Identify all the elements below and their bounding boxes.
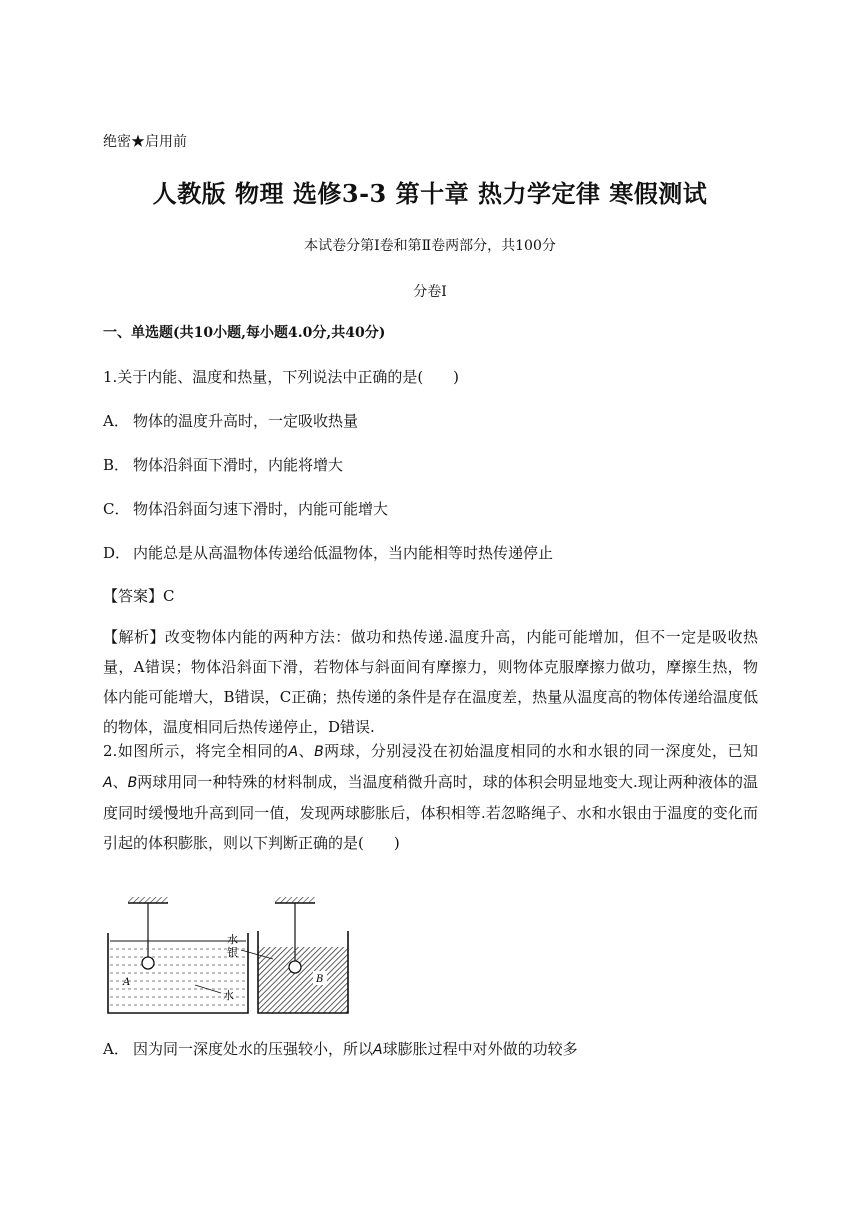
part-label: 分卷I <box>413 284 447 300</box>
option-text: 内能总是从高温物体传递给低温物体，当内能相等时热传递停止 <box>133 544 554 562</box>
q2-stem-text: 、 <box>112 773 128 791</box>
option-letter: A． <box>103 1040 129 1058</box>
ball-b <box>289 961 301 973</box>
q2-stem-text: 2.如图所示，将完全相同的 <box>103 742 289 760</box>
q1-analysis: 【解析】改变物体内能的两种方法：做功和热传递.温度升高，内能可能增加，但不一定是吸收热量，A错误；物体沿斜面下滑，若物体与斜面间有摩擦力，则物体克服摩擦力做功，摩擦生热，物体内能可能增大，B错误，C正确；热传递的条件是存在温度差，热量从温度高的物体传递给温度低的物体，温度相同后热传递停止，D错误. <box>103 628 758 736</box>
q1-answer: 【答案】C <box>103 587 175 605</box>
exam-subtitle: 本试卷分第Ⅰ卷和第Ⅱ卷两部分，共100分 <box>304 238 556 254</box>
option-text: 物体的温度升高时，一定吸收热量 <box>133 412 359 430</box>
fig-label-mercury-1: 水 <box>227 933 238 946</box>
ball-b-label: B <box>314 744 324 760</box>
mercury-container <box>227 897 348 1013</box>
q2-stem-text: 两球，分别浸没在初始温度相同的水和水银的同一深度处，已知 <box>323 742 758 760</box>
q2-option-a <box>103 1038 578 1059</box>
option-letter: C． <box>103 500 130 518</box>
q1-option-d <box>103 542 553 563</box>
fig-label-a: A <box>123 977 131 988</box>
q2-figure <box>103 893 363 1023</box>
ball-a <box>142 957 154 969</box>
q2-stem-text: 两球用同一种特殊的材料制成，当温度稍微升高时，球的体积会明显地变大.现让两种液体的温度同时缓慢地升高到同一值，发现两球膨胀后，体积相等.若忽略绳子、水和水银由于温度的变化而引起的体积膨胀，则以下判断正确的是( ) <box>103 773 758 852</box>
q1-stem: 1.关于内能、温度和热量，下列说法中正确的是( ) <box>103 368 460 386</box>
q1-option-b <box>103 454 343 475</box>
q1-option-c <box>103 498 388 519</box>
section-heading: 一、单选题(共10小题,每小题4.0分,共40分) <box>103 325 386 341</box>
fig-label-b: B <box>316 974 324 985</box>
q1-option-a <box>103 410 358 431</box>
ball-a-label: A <box>103 775 113 791</box>
fig-label-water: 水 <box>223 989 234 1002</box>
q2-stem <box>103 736 758 858</box>
option-letter: D． <box>103 544 131 562</box>
ball-a-label: A <box>373 1042 383 1058</box>
page-title: 人教版 物理 选修3-3 第十章 热力学定律 寒假测试 <box>152 179 708 208</box>
option-letter: B． <box>103 456 130 474</box>
fig-label-mercury-2: 银 <box>227 946 238 959</box>
q2-stem-text: 、 <box>298 742 315 760</box>
option-text: 球膨胀过程中对外做的功较多 <box>382 1040 578 1058</box>
ball-a-label: A <box>288 744 299 760</box>
option-text: 物体沿斜面下滑时，内能将增大 <box>133 456 344 474</box>
option-letter: A． <box>103 412 129 430</box>
option-text: 物体沿斜面匀速下滑时，内能可能增大 <box>133 500 389 518</box>
option-text: 因为同一深度处水的压强较小，所以 <box>133 1040 374 1058</box>
confidential-mark: 绝密★启用前 <box>103 134 187 150</box>
ball-b-label: B <box>127 775 138 791</box>
